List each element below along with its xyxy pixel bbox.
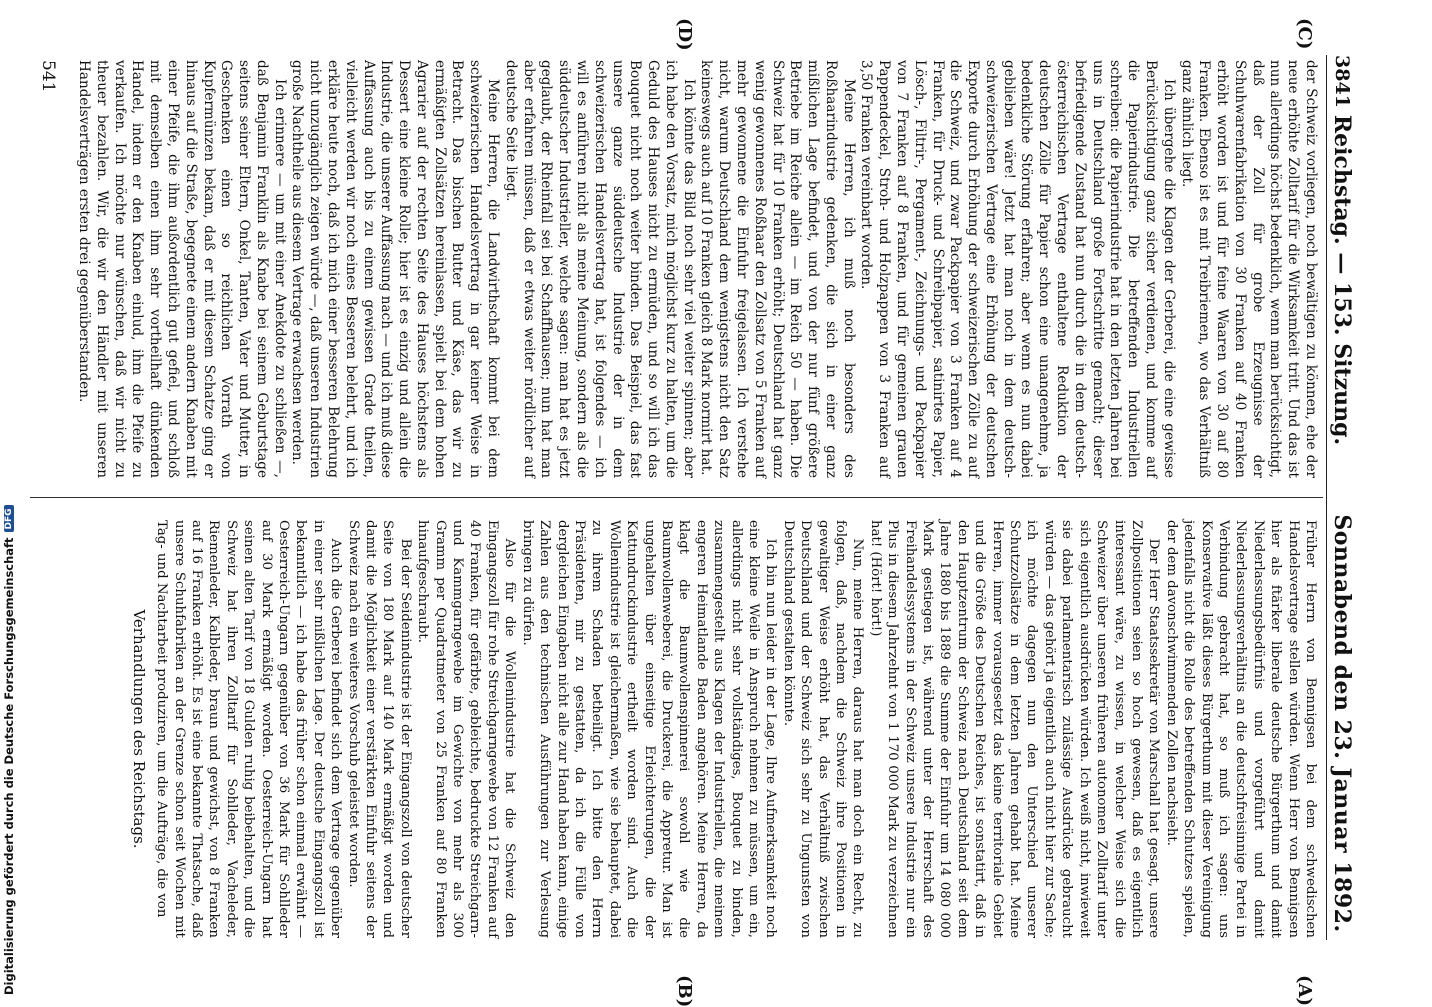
header-title: Reichstag. — 153. Sitzung. [1329,114,1355,446]
margin-marker-d: (D) [674,18,695,51]
caption-text: Digitalisierung gefördert durch die Deutsche Forschungsgemeinschaft [1,537,16,995]
page-number: 3841 [1331,55,1353,108]
paragraph: Auch die Gerberei befindet sich dem Vertrage gegenüber in einer sehr mißlichen Lage. Der deutsche Eingangszoll ist bekanntlich — ich habe das früher schon einmal erwähnt — Oesterreich-Ungarn gegenüber von 36 Mark für Sohlleder auf 30 Mark ermäßigt worden. Oesterreich-Ungarn hat seinen alten Tarif von 18 Gulden ruhig beibehalten, und die Schweiz hat ihren Zolltarif für Sohlleder, Vacheleder, Riemenleder, Kalbleder, braun und gewichst, von 8 Franken auf 16 Franken erhöht. Es ist eine bekannte Thatsache, daß unsere Schuhfabriken an der Grenze schon seit Wochen mit Tag- und Nachtarbeit produziren, um die Aufträge, die von [154,520,344,938]
page-signature: 541 [38,60,58,93]
paragraph: Ich bin nun leider in der Lage, Ihre Aufmerksamkeit noch eine kleine Weile in Anspruch nehmen zu müssen, um ein, allerdings nicht sehr vollständiges, Bouquet zu binden, zusammengestellt aus Klagen der Industriellen, die meinem engeren Heimatlande Baden angehören. Meine Herren, da klagt die Baumwollenspinnerei sowohl wie die Baumwollenweberei, die Druckerei, die Appretur. Man ist ungehalten über einseitige Erleichterungen, die der Kattundruckindustrie ertheilt worden sind. Auch die Wollenindustrie ist gleichermaßen, wie sie behauptet, dabei zu ihrem Schaden betheiligt. Ich bitte den Herrn Präsidenten, mir zu gestatten, da ich die Fülle von dergleichen Eingaben nicht alle zur Hand haben kann, einige Zahlen aus den technischen Ausführungen zur Verlesung bringen zu dürfen. [519,520,779,938]
margin-marker-c: (C) [1294,18,1315,50]
paragraph: Meine Herren, die Landwirthschaft kommt bei dem schweizerischen Handelsvertrag in gar keiner Weise in Betracht. Das bischen Butter und Käse, das wir zu ermäßigten Zollsätzen hereinlassen, spielt bei dem hohen Agrarier auf der rechten Seite des Hauses höchstens als Dessert eine kleine Rolle; hier ist es einzig und allein die Industrie, die unserer Auffassung nach — und ich muß diese Auffassung auch bis zu einem gewissen Grade theilen, vielleicht werden wir noch eines Besseren belehrt, und ich erkläre heute noch, daß ich mich einer besseren Belehrung nicht unzugänglich zeigen würde —, daß unseren Industrien große Nachtheile aus diesem Vertrage erwachsen werden. [289,60,502,478]
margin-marker-b: (B) [674,975,695,1007]
text-column-right [129,520,1319,938]
paragraph: Meine Herren, ich muß noch besonders des Roßhaarindustrie gedenken, die sich in einer ganz mißlichen Lage befindet, und von der nur fünf größere Betriebe im Reiche allein — im Reich 50 — haben. Die Schweiz hat für 10 Franken erhöht; Deutschland hat ganz wenig gewonnenes Roßhaar den Zollsatz von 5 Franken auf mehr gewonnene die Einfuhr freigelassen. Ich verstehe nicht, warum Deutschland dem wenigstens nicht den Satz keineswegs auch auf 10 Franken gleich 8 Mark normirt hat. [698,60,857,478]
paragraph: Bei der Seidenindustrie ist der Eingangszoll von deutscher Seite von 180 Mark auf 140 Mark ermäßigt worden und damit die Möglichkeit einer verstärkten Einfuhr seitens der Schweiz nach ein weiteres Vorschub geleistet worden. [345,520,413,938]
margin-marker-a: (A) [1294,975,1315,1006]
section-footer: Verhandlungen des Reichstags. [129,609,148,849]
paragraph: Nun, meine Herren, daraus hat man doch ein Recht, zu folgen, daß, nachdem die Schweiz ihre Positionen in gewaltiger Weise erhöht hat, das Verhältniß zwischen Deutschland und der Schweiz sich sehr zu Ungunsten von Deutschland gestalten könnte. [780,520,866,938]
column-divider [30,497,1323,498]
paragraph: Ich übergehe die Klagen der Gerberei, die eine gewisse Berücksichtigung ganz sicher verdienen, und komme auf die Papierindustrie. Die betreffenden Industriellen schreiben: die Papierindustrie hat in den letzten Jahren bei uns in Deutschland große Fortschritte gemacht; dieser befriedigende Zustand hat nun durch die in dem deutsch-österreichischen Vertrage enthaltene Reduktion der deutschen Zölle für Papier schon eine unangenehme, ja bedenkliche Störung erfahren; aber wenn es nun dabei geblieben wäre! Jetzt hat man noch in dem deutsch-schweizerischen Vertrage eine Erhöhung der deutschen Exporte durch Erhöhung der schweizerischen Zölle zu auf die Schweiz, und zwar Packpapier von 3 Franken auf 4 Franken, für Druck- und Schreibpapier, satinirtes Papier, Lösch-, Filtrir-, Pergament-, Zeichnungs- und Packpapier von 7 Franken auf 8 Franken, und für gemeinen grauen Pappendeckel, Stroh- und Holzpappen von 3 Franken auf 3,50 Franken vereinbart worden. [858,60,1177,478]
paragraph: Also für die Wollenindustrie hat die Schweiz den Eingangszoll für rohe Streichgarngewebe von 12 Franken auf 40 Franken, für gefärbte, gebleichte, bedruckte Streichgarn- und Kammgarngewebe im Gewichte von mehr als 300 Gramm per Quadratmeter von 25 Franken auf 80 Franken hinaufgeschraubt. [415,520,518,938]
dfg-logo: DFG [4,505,14,532]
paragraph: der Schweiz vorliegen, noch bewältigen zu können, ehe der neue erhöhte Zolltarif für die Wirksamkeit tritt. Und das ist nun allerdings höchst bedenklich, wenn man berücksichtigt, daß der Zoll für grobe Erzeugnisse der Schuhwarenfabrikation von 30 Franken auf 40 Franken erhöht worden ist und für feine Waaren von 30 auf 80 Franken. Ebenso ist es mit Treibriemen, wo das Verhältniß ganz ähnlich liegt. [1178,60,1319,478]
paragraph: Ich könnte das Bild noch sehr viel weiter spinnen; aber ich habe den Vorsatz, mich möglichst kurz zu halten, um die Geduld des Hauses nicht zu ermüden, und so will ich das Bouquet nicht noch weiter binden. Das Beispiel, das fast unsere ganze süddeutsche Industrie der in dem schweizerischen Handelsvertrag hat, ist folgendes — ich will es anführen nicht als meine Meinung, sondern als die süddeutscher Industrieller, welche sagen: man hat es jetzt geglaubt, der Rheinfall sei bei Schaffhausen; nun hat man aber erfahren müssen, daß er etwas weiter nördlicher auf deutsche Seite liegt. [502,60,697,478]
paragraph: Früher Herrn von Bennigsen bei dem schwedischen Handelsvertrage stellen würden. Wenn Herr von Bennigsen hier als ftärker liberale deutsche Bürgerthum und damit Niederlassungsbedürfnis und vorgeführt und damit Niederlassungsverhältnis an die deutschfreisinnige Partei in Verbindung gebracht hat, so muß ich sagen: uns Konservative läßt dieses Bürgerthum mit dieser Vereinigung jedenfalls nicht die Rolle des betreffenden Schutzes spielen, der dem davonschwimmenden Zollen nachsieht. [1163,520,1318,938]
digitization-caption [1,508,16,995]
paragraph: Ich erinnere — um mit einer Anekdote zu schließen —, daß Benjamin Franklin als Knabe bei seinem Geburtstage seitens seiner Eltern, Onkel, Tanten, Vater und Mutter, in Geschenken einen so reichlichen Vorrath von Kupfermünzen bekam, daß er mit diesem Schatze ging er hinaus auf die Straße, begegnete einem andern Knaben mit einer Pfeife, die ihm außordentlich gut gefiel, und schloß mit demselben einen ihm sehr vortheilhaft dünkenden Handel, indem er den Knaben einlud, ihm die Pfeife zu verkaufen. Ich möchte nur wünschen, daß wir nicht zu theuer bezahlen. Wir, die wir den Händler mit unseren Handelsverträgen ersten drei gegenüberstanden. [76,60,288,478]
text-column-left [74,60,1319,478]
header-date: Sonnabend den 23. Januar 1892. [1329,514,1355,933]
paragraph: Der Herr Staatssekretär von Marschall hat gesagt, unsere Zollpositionen seien so hoch gewesen, daß es eigentlich interessant wäre, zu wissen, in welcher Weise sich die Schweizer über unseren früheren autonomen Zolltarif unter sich eigentlich ausdrücken würden. Ich weiß nicht, inwieweit sie dabei parlamentarisch zulässige Ausdrücke gebraucht würden — das gehört ja eigentlich auch nicht hier zur Sache; ich möchte dagegen nun den Unterschied unserer Schutzzollsätze in dem letzten Jahren gehabt hat. Meine Herren, immer vorausgesetzt das kleine territoriale Gebiet und die Größe des Deutschen Reiches, ist sonstatirt, daß in den Hauptzentrum der Schweiz nach Deutschland seit dem Jahre 1880 bis 1889 die Summe der Einfuhr um 14 080 000 Mark gestiegen ist, während unter der Herrschaft des Freihandelssystems in der Schweiz unsere Industrie nur ein Plus in diesem Jahrzehnt von 1 170 000 Mark zu verzeichnen hat! (Hört! hört!) [867,520,1162,938]
